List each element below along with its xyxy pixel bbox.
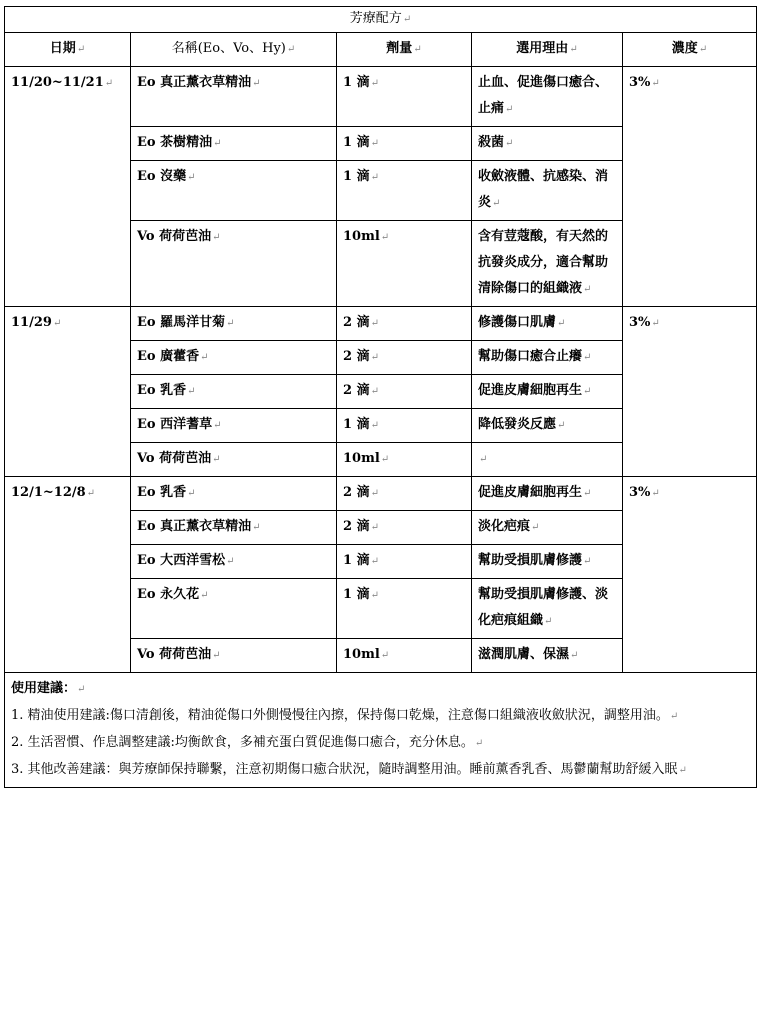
reason-cell: 淡化疤痕↵ [472,511,623,545]
dose-cell: 1 滴↵ [337,579,472,639]
name-cell: Eo 羅馬洋甘菊↵ [131,307,337,341]
document-page [4,6,756,788]
concentration-cell: 3%↵ [623,307,757,477]
header-dose: 劑量↵ [337,33,472,67]
dose-cell: 1 滴↵ [337,67,472,127]
reason-cell: 促進皮膚細胞再生↵ [472,477,623,511]
date-cell: 11/20~11/21↵ [5,67,131,307]
reason-cell: ↵ [472,443,623,477]
reason-cell: 促進皮膚細胞再生↵ [472,375,623,409]
header-reason: 選用理由↵ [472,33,623,67]
reason-cell: 止血、促進傷口癒合、止痛↵ [472,67,623,127]
note-item: 3. 其他改善建議：與芳療師保持聯繫，注意初期傷口癒合狀況，隨時調整用油。睡前薰香乳香、馬鬱蘭幫助舒緩入眠↵ [11,762,687,777]
table-row [5,67,757,127]
name-cell: Vo 荷荷芭油↵ [131,221,337,307]
note-item: 1. 精油使用建議:傷口清創後，精油從傷口外側慢慢往內擦，保持傷口乾燥，注意傷口組織液收斂狀況，調整用油。↵ [11,708,679,723]
dose-cell: 10ml↵ [337,639,472,673]
concentration-cell: 3%↵ [623,67,757,307]
header-concentration: 濃度↵ [623,33,757,67]
dose-cell: 10ml↵ [337,443,472,477]
name-cell: Eo 乳香↵ [131,375,337,409]
name-cell: Eo 西洋蓍草↵ [131,409,337,443]
note-item: 2. 生活習慣、作息調整建議:均衡飲食，多補充蛋白質促進傷口癒合，充分休息。↵ [11,735,484,750]
concentration-cell: 3%↵ [623,477,757,673]
name-cell: Vo 荷荷芭油↵ [131,443,337,477]
aromatherapy-table [4,6,757,788]
name-cell: Eo 廣藿香↵ [131,341,337,375]
notes-title: 使用建議：↵ [11,681,86,696]
table-row [5,477,757,511]
dose-cell: 1 滴↵ [337,161,472,221]
dose-cell: 2 滴↵ [337,375,472,409]
date-cell: 11/29↵ [5,307,131,477]
header-name: 名稱(Eo、Vo、Hy)↵ [131,33,337,67]
dose-cell: 2 滴↵ [337,477,472,511]
reason-cell: 降低發炎反應↵ [472,409,623,443]
name-cell: Vo 荷荷芭油↵ [131,639,337,673]
dose-cell: 10ml↵ [337,221,472,307]
name-cell: Eo 茶樹精油↵ [131,127,337,161]
name-cell: Eo 大西洋雪松↵ [131,545,337,579]
reason-cell: 修護傷口肌膚↵ [472,307,623,341]
reason-cell: 幫助受損肌膚修護、淡化疤痕組織↵ [472,579,623,639]
usage-notes [5,673,757,788]
dose-cell: 1 滴↵ [337,545,472,579]
name-cell: Eo 真正薰衣草精油↵ [131,67,337,127]
reason-cell: 幫助受損肌膚修護↵ [472,545,623,579]
table-row [5,307,757,341]
dose-cell: 2 滴↵ [337,511,472,545]
reason-cell: 收斂液體、抗感染、消炎↵ [472,161,623,221]
name-cell: Eo 沒藥↵ [131,161,337,221]
dose-cell: 2 滴↵ [337,341,472,375]
date-cell: 12/1~12/8↵ [5,477,131,673]
dose-cell: 1 滴↵ [337,127,472,161]
reason-cell: 殺菌↵ [472,127,623,161]
table-title: 芳療配方↵ [5,7,757,33]
header-date: 日期↵ [5,33,131,67]
reason-cell: 含有荳蔻酸，有天然的抗發炎成分，適合幫助清除傷口的組織液↵ [472,221,623,307]
reason-cell: 滋潤肌膚、保濕↵ [472,639,623,673]
name-cell: Eo 永久花↵ [131,579,337,639]
dose-cell: 2 滴↵ [337,307,472,341]
name-cell: Eo 真正薰衣草精油↵ [131,511,337,545]
dose-cell: 1 滴↵ [337,409,472,443]
name-cell: Eo 乳香↵ [131,477,337,511]
reason-cell: 幫助傷口癒合止癢↵ [472,341,623,375]
